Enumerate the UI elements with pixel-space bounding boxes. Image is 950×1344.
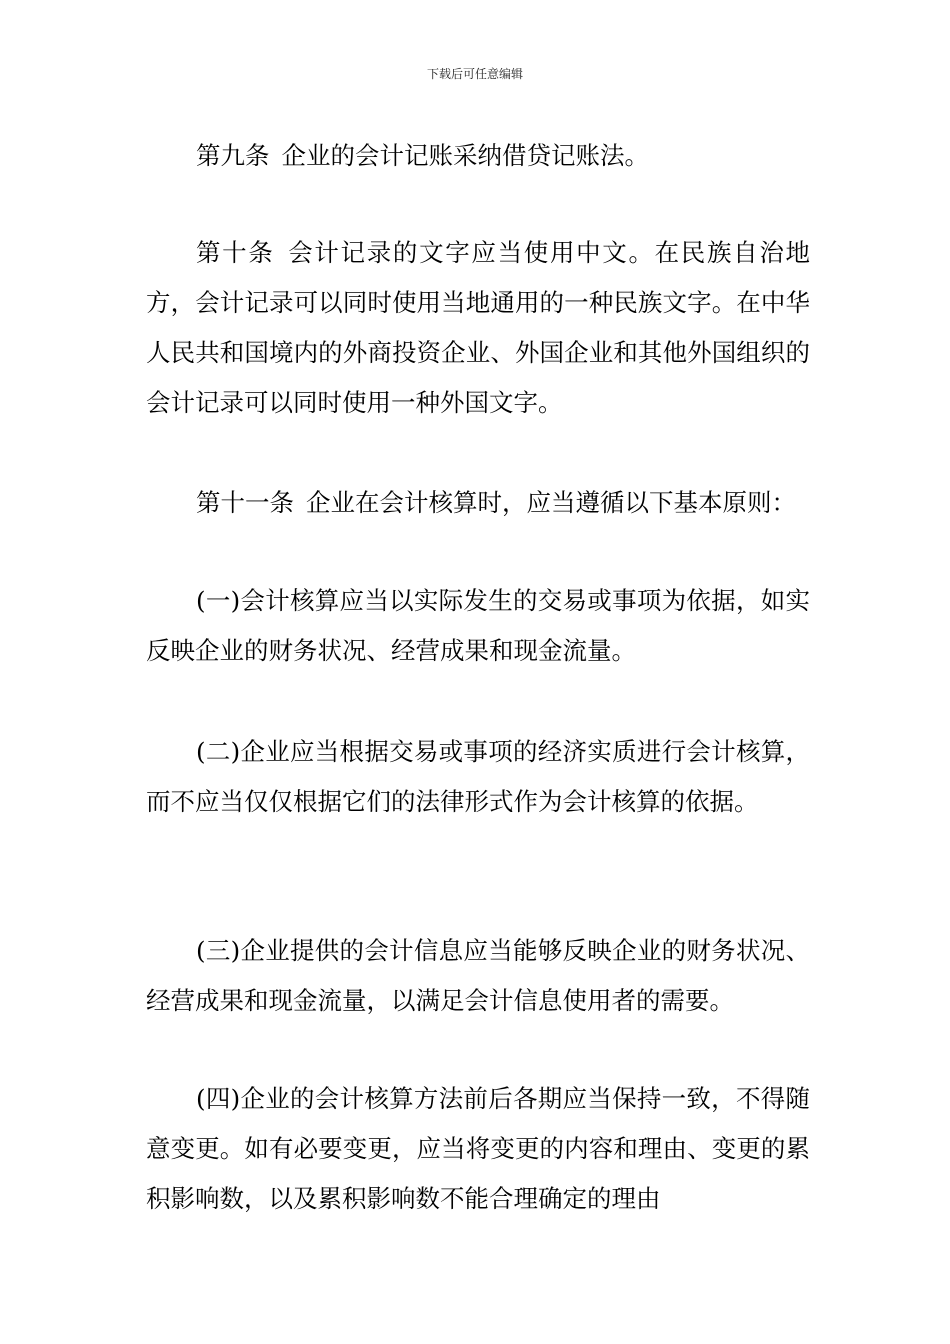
article-11	[146, 478, 810, 528]
article-11-text: 企业在会计核算时，应当遵循以下基本原则：	[306, 488, 796, 517]
principle-2-text: 企业应当根据交易或事项的经济实质进行会计核算，而不应当仅仅根据它们的法律形式作为会计核算的依据。	[146, 737, 810, 816]
principle-1	[146, 576, 810, 676]
principle-4-label: (四)	[196, 1084, 241, 1113]
principle-1-text: 会计核算应当以实际发生的交易或事项为依据，如实反映企业的财务状况、经营成果和现金流量。	[146, 586, 810, 665]
article-10-label: 第十条	[196, 238, 275, 267]
page-header: 下载后可任意编辑	[426, 67, 523, 81]
principle-4-text: 企业的会计核算方法前后各期应当保持一致，不得随意变更。如有必要变更，应当将变更的内容和理由、变更的累积影响数，以及累积影响数不能合理确定的理由	[146, 1084, 810, 1213]
principle-2	[146, 727, 810, 827]
principle-2-label: (二)	[196, 737, 241, 766]
principle-3-label: (三)	[196, 936, 241, 965]
article-10-text: 会计记录的文字应当使用中文。在民族自治地方，会计记录可以同时使用当地通用的一种民族文字。在中华人民共和国境内的外商投资企业、外国企业和其他外国组织的会计记录可以同时使用一种外国文字。	[146, 238, 811, 417]
article-9	[146, 131, 810, 181]
article-9-label: 第九条	[196, 141, 270, 170]
article-10	[146, 228, 810, 428]
principle-1-label: (一)	[196, 586, 241, 615]
principle-4	[146, 1074, 810, 1224]
article-11-label: 第十一条	[196, 488, 294, 517]
principle-3	[146, 926, 810, 1026]
principle-3-text: 企业提供的会计信息应当能够反映企业的财务状况、经营成果和现金流量，以满足会计信息使用者的需要。	[146, 936, 810, 1015]
article-9-text: 企业的会计记账采纳借贷记账法。	[281, 141, 649, 170]
